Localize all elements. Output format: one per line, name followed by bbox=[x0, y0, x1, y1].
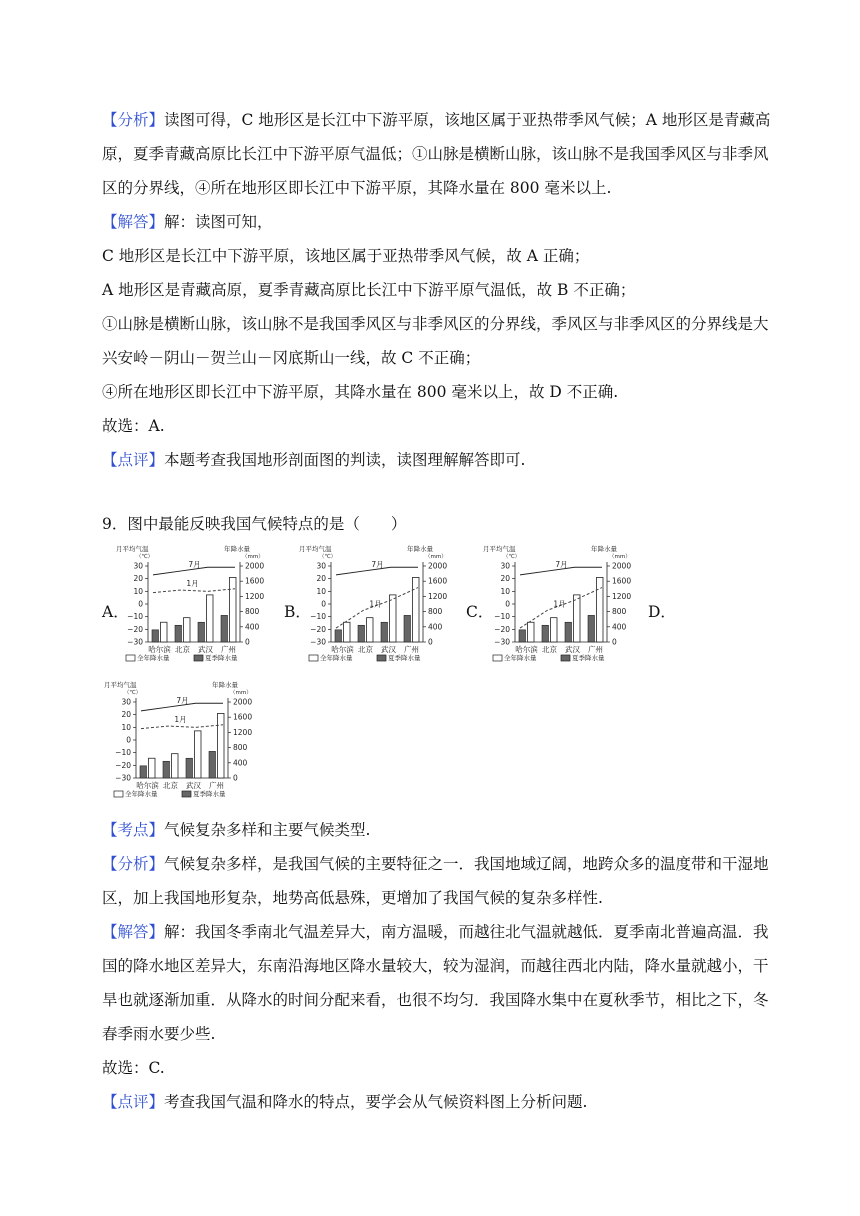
category-label: 哈尔滨 bbox=[136, 781, 159, 790]
legend-summer-swatch bbox=[182, 791, 191, 797]
left-tick-label: 0 bbox=[505, 599, 510, 609]
legend-annual-label: 全年降水量 bbox=[137, 654, 170, 662]
comment8 bbox=[102, 450, 525, 470]
bar-summer-2 bbox=[186, 758, 193, 778]
answer9-line1 bbox=[102, 922, 769, 942]
left-axis-unit: （℃） bbox=[503, 554, 521, 560]
option-a-label: A． bbox=[102, 603, 129, 621]
right-tick-label: 0 bbox=[428, 637, 433, 647]
left-tick-label: 10 bbox=[500, 586, 510, 596]
left-tick-label: −30 bbox=[310, 637, 326, 647]
comment-tag: 【点评】 bbox=[102, 1093, 165, 1111]
left-tick-label: −20 bbox=[115, 760, 131, 770]
right-tick-label: 2000 bbox=[233, 697, 253, 707]
chart-a-svg bbox=[114, 544, 274, 674]
right-tick-label: 1600 bbox=[428, 576, 448, 586]
answer-intro: 解：读图可知， bbox=[164, 213, 273, 231]
bar-annual-2 bbox=[390, 595, 397, 642]
bar-annual-1 bbox=[551, 618, 558, 642]
category-label: 哈尔滨 bbox=[148, 645, 171, 654]
left-tick-label: 10 bbox=[121, 722, 131, 732]
right-tick-label: 2000 bbox=[428, 561, 448, 571]
category-label: 广州 bbox=[221, 645, 236, 654]
right-tick-label: 1600 bbox=[612, 576, 632, 586]
left-tick-label: 10 bbox=[316, 586, 326, 596]
category-label: 武汉 bbox=[565, 645, 580, 654]
comment-tag: 【点评】 bbox=[102, 451, 165, 469]
january-temperature-line bbox=[153, 589, 235, 593]
right-tick-label: 2000 bbox=[245, 561, 265, 571]
left-tick-label: −20 bbox=[127, 624, 143, 634]
left-tick-label: 30 bbox=[133, 561, 143, 571]
answer9-line3: 旱也就逐渐加重．从降水的时间分配来看，也很不均匀．我国降水集中在夏秋季节，相比之下，冬 bbox=[102, 991, 769, 1009]
bar-annual-0 bbox=[161, 622, 168, 642]
legend-annual-label: 全年降水量 bbox=[125, 790, 158, 798]
january-label: 1月 bbox=[186, 579, 199, 589]
bar-annual-1 bbox=[184, 618, 191, 642]
option-c-label: C． bbox=[466, 603, 494, 621]
bar-annual-2 bbox=[195, 731, 202, 778]
right-tick-label: 800 bbox=[428, 607, 443, 617]
january-label: 1月 bbox=[553, 599, 566, 609]
legend-annual-swatch bbox=[114, 791, 123, 797]
bar-annual-3 bbox=[230, 577, 237, 642]
right-tick-label: 1200 bbox=[233, 727, 253, 737]
right-tick-label: 1200 bbox=[428, 591, 448, 601]
analysis8-line2: 原，夏季青藏高原比长江中下游平原气温低；①山脉是横断山脉，该山脉不是我国季风区与非季风 bbox=[102, 145, 769, 163]
bar-summer-2 bbox=[381, 622, 388, 642]
right-tick-label: 400 bbox=[612, 622, 627, 632]
legend-annual-swatch bbox=[493, 655, 502, 661]
option-b-label: B． bbox=[284, 603, 311, 621]
bar-annual-2 bbox=[574, 595, 581, 642]
kaodian-text: 气候复杂多样和主要气候类型. bbox=[164, 821, 371, 839]
january-temperature-line bbox=[141, 725, 223, 729]
answer8-line4: 兴安岭－阴山－贺兰山－冈底斯山一线，故 C 不正确； bbox=[102, 349, 481, 367]
right-axis-unit: （mm） bbox=[609, 554, 631, 560]
left-tick-label: −10 bbox=[310, 612, 326, 622]
left-tick-label: −30 bbox=[494, 637, 510, 647]
legend-summer-label: 夏季降水量 bbox=[205, 654, 238, 662]
comment-text: 考查我国气温和降水的特点，要学会从气候资料图上分析问题. bbox=[164, 1093, 588, 1111]
kaodian9 bbox=[102, 820, 370, 840]
left-axis-unit: （℃） bbox=[319, 554, 337, 560]
analysis-tag: 【分析】 bbox=[102, 111, 165, 129]
analysis-text: 气候复杂多样，是我国气候的主要特征之一．我国地域辽阔，地跨众多的温度带和干湿地 bbox=[164, 855, 769, 873]
right-tick-label: 400 bbox=[233, 758, 248, 768]
right-tick-label: 800 bbox=[233, 743, 248, 753]
answer8-line0 bbox=[102, 212, 273, 232]
right-axis-title: 年降水量 bbox=[407, 545, 433, 553]
bar-summer-1 bbox=[163, 761, 170, 778]
bar-summer-2 bbox=[198, 622, 205, 642]
bar-annual-0 bbox=[528, 622, 535, 642]
bar-annual-0 bbox=[149, 758, 156, 778]
left-tick-label: 10 bbox=[133, 586, 143, 596]
legend-summer-swatch bbox=[194, 655, 203, 661]
analysis-tag: 【分析】 bbox=[102, 855, 165, 873]
chart-option-a bbox=[114, 544, 274, 674]
answer-tag: 【解答】 bbox=[102, 923, 165, 941]
category-label: 北京 bbox=[163, 781, 178, 790]
right-axis-title: 年降水量 bbox=[591, 545, 617, 553]
left-tick-label: 30 bbox=[121, 697, 131, 707]
question9-stem: 9．图中最能反映我国气候特点的是（ ） bbox=[102, 515, 407, 533]
answer8-line1: C 地形区是长江中下游平原，该地区属于亚热带季风气候，故 A 正确； bbox=[102, 247, 590, 265]
answer9-line2: 国的降水地区差异大，东南沿海地区降水量较大，较为湿润，而越往西北内陆，降水量就越小，干 bbox=[102, 957, 769, 975]
left-tick-label: −30 bbox=[115, 773, 131, 783]
bar-summer-1 bbox=[175, 625, 182, 642]
left-axis-title: 月平均气温 bbox=[483, 545, 516, 553]
right-tick-label: 0 bbox=[233, 773, 238, 783]
left-tick-label: 30 bbox=[316, 561, 326, 571]
left-tick-label: 20 bbox=[316, 574, 326, 584]
left-axis-title: 月平均气温 bbox=[104, 681, 137, 689]
left-tick-label: 0 bbox=[321, 599, 326, 609]
category-label: 广州 bbox=[404, 645, 419, 654]
july-label: 7月 bbox=[555, 560, 568, 570]
left-tick-label: 20 bbox=[121, 710, 131, 720]
option-d-label: D． bbox=[648, 603, 676, 621]
left-axis-title: 月平均气温 bbox=[116, 545, 149, 553]
legend-summer-label: 夏季降水量 bbox=[193, 790, 226, 798]
bar-summer-0 bbox=[335, 630, 342, 642]
right-tick-label: 1600 bbox=[233, 712, 253, 722]
answer8-line5: ④所在地形区即长江中下游平原，其降水量在 800 毫米以上，故 D 不正确. bbox=[102, 383, 619, 401]
category-label: 北京 bbox=[542, 645, 557, 654]
july-label: 7月 bbox=[176, 696, 189, 706]
analysis9-line2: 区，加上我国地形复杂，地势高低悬殊，更增加了我国气候的复杂多样性. bbox=[102, 889, 603, 907]
kaodian-tag: 【考点】 bbox=[102, 821, 165, 839]
chart-option-c bbox=[481, 544, 641, 674]
left-tick-label: −10 bbox=[494, 612, 510, 622]
right-axis-unit: （mm） bbox=[425, 554, 447, 560]
bar-summer-0 bbox=[152, 630, 159, 642]
july-label: 7月 bbox=[371, 560, 384, 570]
category-label: 武汉 bbox=[186, 781, 201, 790]
january-label: 1月 bbox=[174, 715, 187, 725]
right-tick-label: 800 bbox=[245, 607, 260, 617]
comment9 bbox=[102, 1092, 587, 1112]
bar-summer-2 bbox=[565, 622, 572, 642]
bar-summer-3 bbox=[221, 615, 228, 642]
chart-d-svg bbox=[102, 680, 262, 810]
bar-summer-1 bbox=[358, 625, 365, 642]
category-label: 哈尔滨 bbox=[331, 645, 354, 654]
chart-option-d bbox=[102, 680, 262, 810]
left-tick-label: −20 bbox=[310, 624, 326, 634]
left-axis-unit: （℃） bbox=[124, 690, 142, 696]
answer8-line2: A 地形区是青藏高原，夏季青藏高原比长江中下游平原气温低，故 B 不正确； bbox=[102, 281, 636, 299]
analysis-text: 读图可得，C 地形区是长江中下游平原，该地区属于亚热带季风气候；A 地形区是青藏高 bbox=[164, 111, 771, 129]
chart-b-svg bbox=[297, 544, 457, 674]
category-label: 武汉 bbox=[198, 645, 213, 654]
chart-option-b bbox=[297, 544, 457, 674]
legend-annual-swatch bbox=[309, 655, 318, 661]
bar-summer-0 bbox=[519, 630, 526, 642]
right-tick-label: 1600 bbox=[245, 576, 265, 586]
left-tick-label: 0 bbox=[138, 599, 143, 609]
answer9-line4: 春季雨水要少些. bbox=[102, 1025, 216, 1043]
left-axis-title: 月平均气温 bbox=[299, 545, 332, 553]
right-tick-label: 0 bbox=[245, 637, 250, 647]
right-tick-label: 400 bbox=[428, 622, 443, 632]
bar-annual-1 bbox=[172, 754, 179, 778]
category-label: 北京 bbox=[175, 645, 190, 654]
legend-annual-label: 全年降水量 bbox=[320, 654, 353, 662]
bar-summer-3 bbox=[209, 751, 216, 778]
left-tick-label: 20 bbox=[500, 574, 510, 584]
bar-summer-1 bbox=[542, 625, 549, 642]
right-tick-label: 2000 bbox=[612, 561, 632, 571]
right-axis-unit: （mm） bbox=[230, 690, 252, 696]
left-tick-label: −10 bbox=[127, 612, 143, 622]
answer8-choice: 故选：A. bbox=[102, 417, 165, 435]
category-label: 武汉 bbox=[381, 645, 396, 654]
bar-annual-2 bbox=[207, 595, 214, 642]
bar-summer-3 bbox=[588, 615, 595, 642]
left-tick-label: 0 bbox=[126, 735, 131, 745]
right-tick-label: 400 bbox=[245, 622, 260, 632]
right-tick-label: 0 bbox=[612, 637, 617, 647]
bar-annual-3 bbox=[218, 713, 225, 778]
right-tick-label: 800 bbox=[612, 607, 627, 617]
left-tick-label: 30 bbox=[500, 561, 510, 571]
legend-annual-swatch bbox=[126, 655, 135, 661]
category-label: 广州 bbox=[588, 645, 603, 654]
analysis8-line3: 区的分界线，④所在地形区即长江中下游平原，其降水量在 800 毫米以上. bbox=[102, 179, 612, 197]
left-tick-label: −20 bbox=[494, 624, 510, 634]
category-label: 哈尔滨 bbox=[515, 645, 538, 654]
answer8-line3: ①山脉是横断山脉，该山脉不是我国季风区与非季风区的分界线，季风区与非季风区的分界线是大 bbox=[102, 315, 769, 333]
right-tick-label: 1200 bbox=[612, 591, 632, 601]
left-tick-label: 20 bbox=[133, 574, 143, 584]
legend-summer-label: 夏季降水量 bbox=[572, 654, 605, 662]
left-tick-label: −30 bbox=[127, 637, 143, 647]
comment-text: 本题考查我国地形剖面图的判读，读图理解解答即可. bbox=[164, 451, 526, 469]
bar-summer-0 bbox=[140, 766, 147, 778]
chart-c-svg bbox=[481, 544, 641, 674]
right-axis-unit: （mm） bbox=[242, 554, 264, 560]
left-axis-unit: （℃） bbox=[136, 554, 154, 560]
bar-annual-3 bbox=[413, 577, 420, 642]
january-label: 1月 bbox=[369, 599, 382, 609]
category-label: 北京 bbox=[358, 645, 373, 654]
legend-summer-swatch bbox=[377, 655, 386, 661]
bar-annual-0 bbox=[344, 622, 351, 642]
answer-text: 解：我国冬季南北气温差异大，南方温暖，而越往北气温就越低．夏季南北普遍高温．我 bbox=[164, 923, 769, 941]
legend-annual-label: 全年降水量 bbox=[504, 654, 537, 662]
answer9-choice: 故选：C. bbox=[102, 1059, 165, 1077]
legend-summer-label: 夏季降水量 bbox=[388, 654, 421, 662]
bar-summer-3 bbox=[404, 615, 411, 642]
right-tick-label: 1200 bbox=[245, 591, 265, 601]
legend-summer-swatch bbox=[561, 655, 570, 661]
bar-annual-1 bbox=[367, 618, 374, 642]
category-label: 广州 bbox=[209, 781, 224, 790]
bar-annual-3 bbox=[597, 577, 604, 642]
july-label: 7月 bbox=[188, 560, 201, 570]
answer-tag: 【解答】 bbox=[102, 213, 165, 231]
right-axis-title: 年降水量 bbox=[224, 545, 250, 553]
right-axis-title: 年降水量 bbox=[212, 681, 238, 689]
left-tick-label: −10 bbox=[115, 748, 131, 758]
analysis8-line1 bbox=[102, 110, 770, 130]
analysis9-line1 bbox=[102, 854, 769, 874]
